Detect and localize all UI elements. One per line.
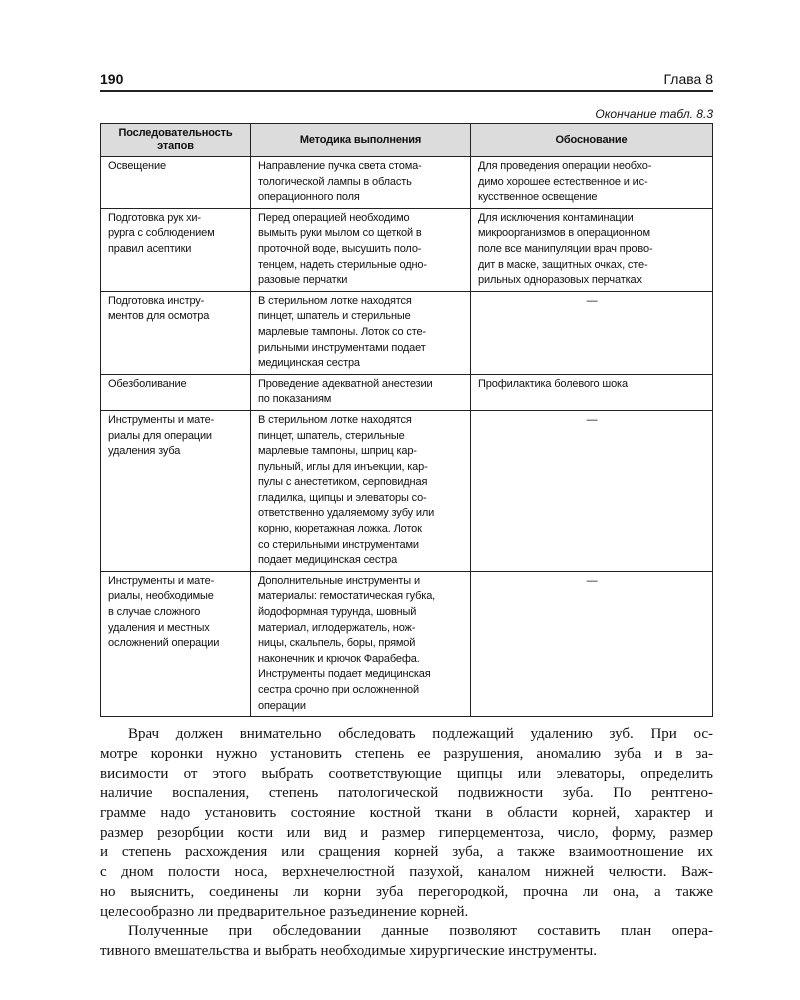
table-row [101,374,713,410]
cell-line: Дополнительные инструменты и [258,574,420,587]
paragraph-line: но выяснить, соединены ли корни зуба перегородкой, прочна ли она, а также [100,883,713,900]
cell-line: тенцем, надеть стерильные одно- [258,258,427,271]
cell-line: удаления зуба [108,445,181,458]
cell-line: Перед операцией необходимо [258,211,410,224]
paragraph-line: целесообразно ли предварительное разъединение корней. [100,903,469,920]
cell-line: риалы, необходимые [108,590,214,603]
cell-line: со стерильными инструментами [258,538,419,551]
cell-line: марлевые тампоны. Лоток со сте- [258,325,426,338]
paragraph [100,922,713,961]
paragraph [100,725,713,922]
paragraph-line: Врач должен внимательно обследовать подлежащий удалению зуб. При ос- [128,726,713,743]
table-row [101,291,713,374]
cell-line: операционного поля [258,191,360,204]
cell-line: Профилактика болевого шока [478,377,628,390]
paragraph-line: висимости от этого выбрать соответствующие щипцы или элеваторы, определить [100,765,713,782]
cell-line: Обезболивание [108,377,187,390]
cell-line: пульный, иглы для инъекции, кар- [258,460,428,473]
cell-line: Инструменты и мате- [108,413,215,426]
cell-line: осложнений операции [108,637,220,650]
cell-line: материал, иглодержатель, нож- [258,621,416,634]
column-header-reason: Обоснование [471,124,713,157]
cell-line: медицинская сестра [258,357,360,370]
running-header [100,70,713,92]
table-row [101,410,713,571]
reason-cell [471,571,713,716]
stage-cell [101,208,251,291]
method-cell [251,157,471,209]
cell-line: ответственно удаляемому зубу или [258,507,435,520]
cell-line: операции [258,699,306,712]
table-row [101,157,713,209]
reason-cell [471,410,713,571]
table-row [101,208,713,291]
cell-line: кусственное освещение [478,191,598,204]
method-cell [251,571,471,716]
cell-line: ментов для осмотра [108,310,210,323]
cell-line: Для проведения операции необхо- [478,160,652,172]
reason-cell [471,291,713,374]
column-header-stage: Последовательность этапов [101,124,251,157]
stage-cell [101,291,251,374]
paragraph-line: грамме надо установить состояние костной ткани в области корней, характер и [100,805,713,821]
cell-line: — [586,413,598,426]
stage-cell [101,374,251,410]
cell-line: рильных одноразовых перчатках [478,274,642,287]
cell-line: материалы: гемостатическая губка, [258,590,436,603]
cell-line: наконечник и крючок Фарабефа. [258,652,420,665]
cell-line: поле все манипуляции врач прово- [478,242,653,255]
cell-line: Направление пучка света стома- [258,160,422,172]
paragraph-line: Полученные при обследовании данные позволяют составить план опера- [128,923,713,940]
cell-line: в случае сложного [108,606,201,619]
cell-line: рильными инструментами подает [258,341,426,354]
cell-line: димо хорошее естественное и ис- [478,175,648,188]
cell-line: марлевые тампоны, шприц кар- [258,445,417,458]
cell-line: дит в маске, защитных очках, сте- [478,258,648,271]
table-row [101,571,713,716]
reason-cell [471,208,713,291]
page-number: 190 [100,71,124,87]
cell-line: Проведение адекватной анестезии [258,377,433,390]
paragraph-line: тивного вмешательства и выбрать необходимые хирургические инструменты. [100,942,598,959]
cell-line: пинцет, шпатель и стерильные [258,310,411,323]
cell-line: риалы для операции [108,429,212,442]
cell-line: микроорганизмов в операционном [478,227,650,240]
cell-line: В стерильном лотке находятся [258,294,412,307]
paragraph-line: с дном полости носа, верхнечелюстной пазухой, каналом нижней челюсти. Важ- [100,864,713,881]
method-cell [251,374,471,410]
column-header-method: Методика выполнения [251,124,471,157]
cell-line: Инструменты подает медицинская [258,668,431,681]
paragraph-line: размер резорбции кости или вид и размер гиперцементоза, число, форму, размер [100,824,713,841]
stage-cell [101,571,251,716]
cell-line: вымыть руки мылом со щеткой в [258,227,422,240]
cell-line: пулы с анестетиком, серповидная [258,476,428,489]
cell-line: пинцет, шпатель, стерильные [258,429,405,442]
procedure-table [100,123,713,717]
cell-line: правил асептики [108,242,192,255]
paragraph-line: мотре коронки нужно установить степень ее разрушения, аномалию зуба и в за- [100,745,713,762]
paragraph-line: наличие воспаления, степень патологической подвижности зуба. По рентгено- [100,785,713,802]
chapter-title: Глава 8 [663,71,713,87]
method-cell [251,410,471,571]
cell-line: Для исключения контаминации [478,211,634,224]
cell-line: корню, кюретажная ложка. Лоток [258,523,422,536]
reason-cell [471,374,713,410]
cell-line: — [586,294,598,307]
cell-line: по показаниям [258,393,332,406]
cell-line: рурга с соблюдением [108,227,215,240]
paragraph-line: и степень расхождения или сращения корней зуба, а также взаимоотношение их [100,844,713,861]
cell-line: сестра срочно при осложненной [258,684,419,696]
cell-line: разовые перчатки [258,274,348,287]
cell-line: йодоформная турунда, шовный [258,606,417,619]
body-text [100,725,713,961]
cell-line: ницы, скальпель, боры, прямой [258,637,416,650]
cell-line: проточной воде, высушить поло- [258,242,422,255]
cell-line: гладилка, щипцы и элеваторы со- [258,491,427,504]
stage-cell [101,410,251,571]
cell-line: — [586,574,598,587]
cell-line: Инструменты и мате- [108,574,215,587]
method-cell [251,291,471,374]
reason-cell [471,157,713,209]
cell-line: Освещение [108,160,166,172]
cell-line: подает медицинская сестра [258,554,398,567]
stage-cell [101,157,251,209]
cell-line: В стерильном лотке находятся [258,413,412,426]
cell-line: Подготовка рук хи- [108,211,201,224]
method-cell [251,208,471,291]
cell-line: тологической лампы в область [258,175,412,188]
cell-line: удаления и местных [108,621,210,634]
cell-line: Подготовка инстру- [108,294,205,307]
table-caption: Окончание табл. 8.3 [595,107,713,121]
